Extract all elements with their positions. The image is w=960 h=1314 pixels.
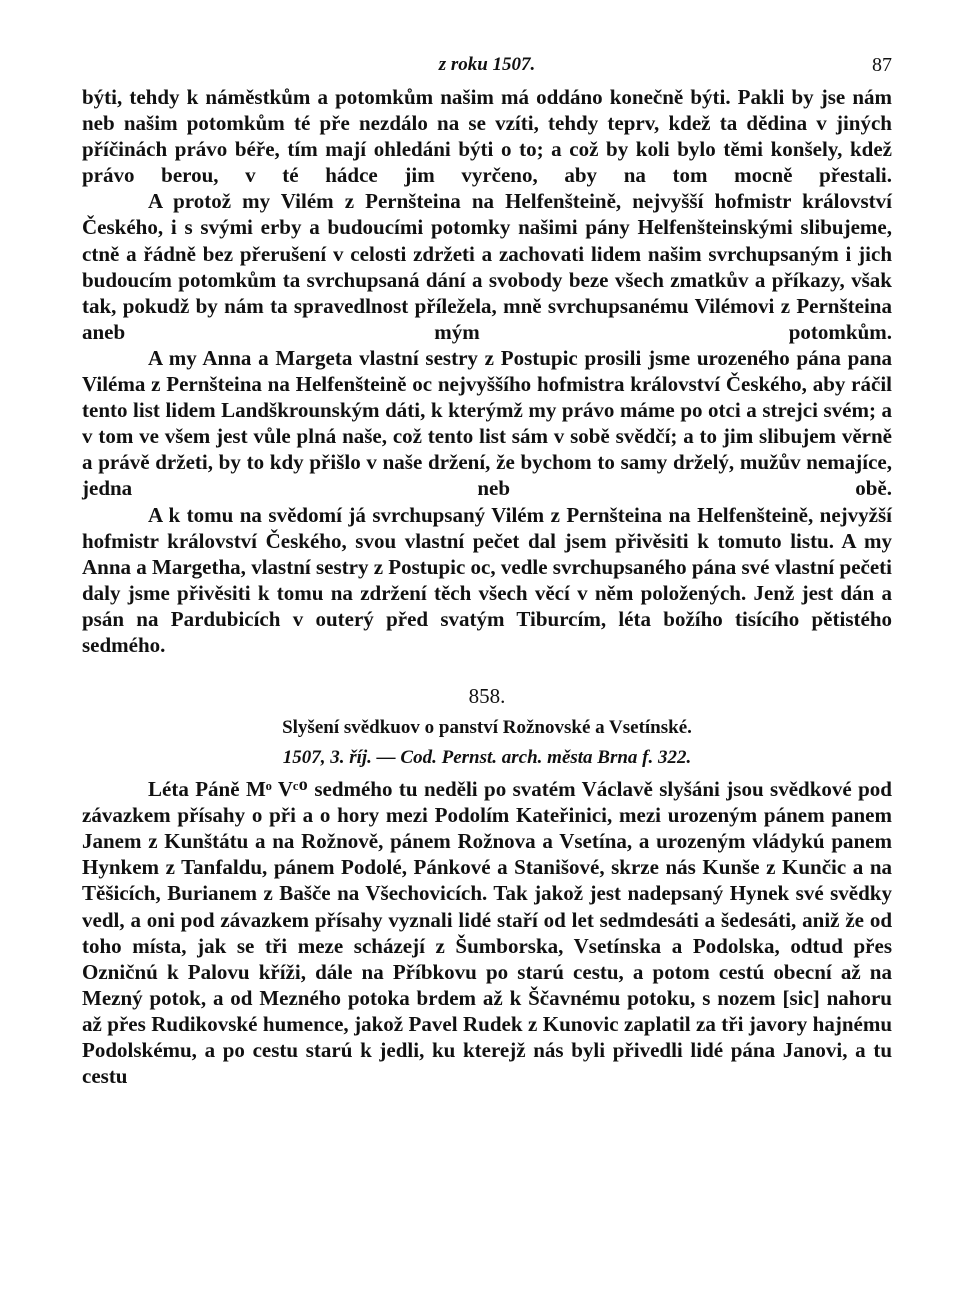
paragraph-anna-margeta: A my Anna a Margeta vlastní sestry z Postupic prosili jsme urozeného pána pana Viléma z Pernšteina na Helfenšteině oc nejvyššího hofmistra království Českého, aby ráčil tento list lidem Landškrounským dáti, k kterýmž my právo máme po otci a strejci svém; a v tom ve všem jest vůle plná naše, což tento list sám v sobě svědčí; a to jim slibujem věrně a právě držeti, by to kdy přišlo v naše držení, že bychom to samy drželý, mužův nemajíce, jedna neb obě. bbox=[82, 345, 892, 501]
document-number: 858. bbox=[468, 684, 506, 709]
running-title: z roku 1507. bbox=[438, 54, 536, 75]
page-number: 87 bbox=[872, 54, 892, 76]
continued-paragraph: býti, tehdy k náměstkům a potomkům našim má oddáno konečně býti. Pakli by jse nám neb našim potomkům té pře nezdálo na se vzíti, tehdy teprv, kdež ta dědina v jiných příčinách právo béře, tím mají ohledáni býti o to; a což by koli bylo těmi konšely, kdež právo berou, v té hádce jim vyrčeno, aby na tom mocně přestali. bbox=[82, 85, 892, 188]
document-title: Slyšení svědkuov o panství Rožnovské a Vsetínské. bbox=[282, 717, 692, 739]
document-source: 1507, 3. říj. — Cod. Pernst. arch. města Brna f. 322. bbox=[282, 747, 692, 769]
document-page bbox=[82, 50, 892, 1089]
paragraph-pernstein-promise: A protož my Vilém z Pernšteina na Helfenšteině, nejvyšší hofmistr království Českého, i s svými erby a budoucími potomky našimi pány Helfenšteinskými slibujeme, ctně a řádně bez přerušení v celosti zdržeti a zachovati lidem našim svrchupsaným i jich budoucím potomkům ta svrchupsaná dání a svobody beze všech zmatkův a příkazy, však tak, pokudž by nám ta spravedlnost příležela, mně svrchupsanému Vilémovi z Pernšteina aneb mým potomkům. bbox=[82, 189, 892, 344]
running-header bbox=[82, 50, 892, 84]
paragraph-seal-and-date: A k tomu na svědomí já svrchupsaný Vilém z Pernšteina na Helfenšteině, nejvyžší hofmistr království Českého, svou vlastní pečet dal jsem přivěsiti k tomuto listu. A my Anna a Margetha, vlastní sestry z Postupic oc, vedle svrchupsaného pána své vlastní pečeti daly jsme přivěsiti k tomu na zdržení těch všech věcí v něm položených. Jenž jest dán a psán na Pardubicích v outerý před svatým Tiburcím, léta božího tisícího pětistého sedmého. bbox=[82, 502, 892, 657]
document-text: Léta Páně Mᵒ Vᶜᴼ sedmého tu neděli po svatém Václavě slyšáni jsou svědkové pod závazkem přísahy o při a o hory mezi Podolím Kateřinici, mezi urozeným pánem panem Janem z Kunštátu a na Rožnově, pánem Rožnova a Vsetína, a urozeným vládykú panem Hynkem z Tanfaldu, pánem Podolé, Pánkové a Stanišové, skrze nás Kunše z Kunčic a na Těšicích, Burianem z Bašče na Všechovicích. Tak jakož jest nadepsaný Hynek své svědky vedl, a oni pod závazkem přísahy vyznali lidé staří od let sedmdesáti a šedesáti, aniž že od toho místa, jak se tři meze scházejí z Šumborska, Vsetínska a Podolska, odtud přes Ozničnú k Palovu kříži, dále na Příbkovu po starú cestu, a potom cestú obecní až na Mezný potok, a od Mezného potoka brdem až k Ščavnému potoku, s nozem [sic] nahoru až přes Rudikovské humence, jakož Pavel Rudek z Kunovic zaplatil za tři javory hajnému Podolskému, a po cestu starú k jedli, ku kterejž nás byli přivedli lidé pána Janovi, a tu cestu bbox=[82, 777, 892, 1089]
